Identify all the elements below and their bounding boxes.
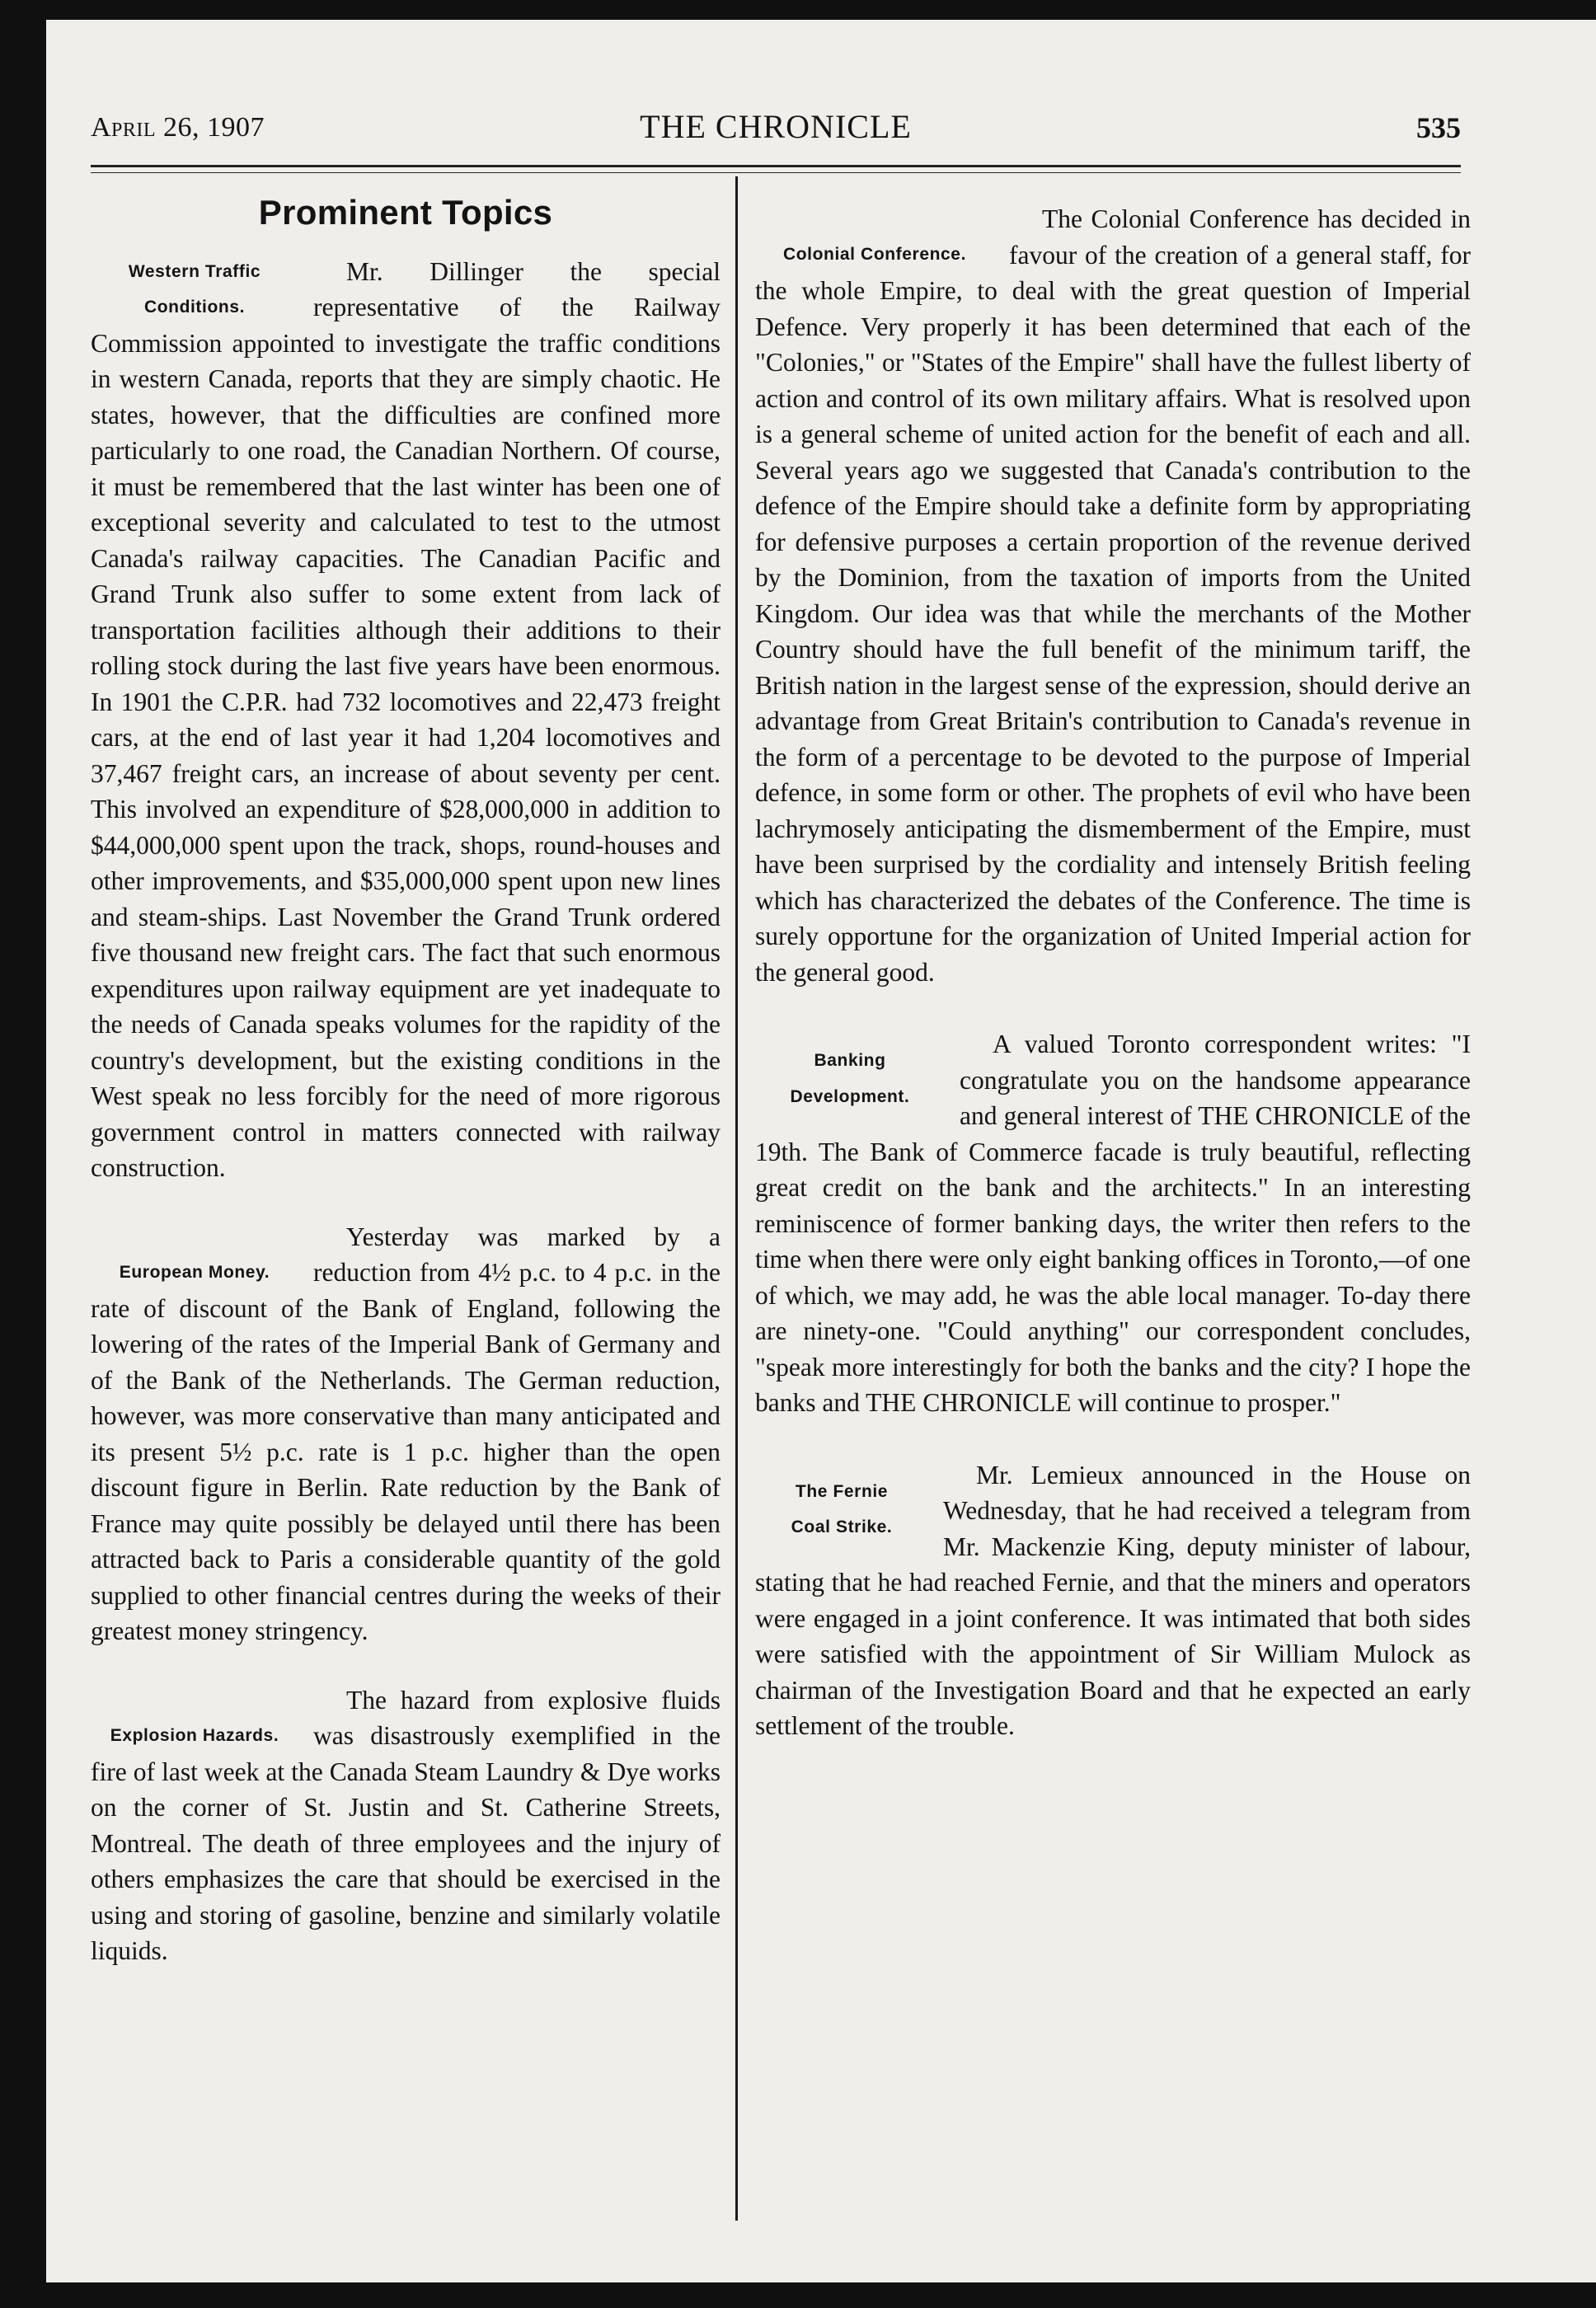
sidehead-line: Development. — [790, 1086, 910, 1106]
article-body: Mr. Lemieux announced in the House on Wednesday, that he had received a telegram from Mr. Mackenzie King, deputy minister of labour, stating that he had reached Fernie, and that the miners and operators were engaged in a joint conference. It was intimated that both sides were satisfied with the appointment of Sir William Mulock as chairman of the Investigation Board and that he expected an early settlement of the trouble. — [755, 1460, 1471, 1740]
article-body: The hazard from explosive fluids was disastrously exemplified in the fire of last week at the Canada Steam Laundry & Dye works on the corner of St. Justin and St. Catherine Streets, Montreal. The death of three employees and the injury of others emphasizes the care that should be exercised in the using and storing of gasoline, benzine and similarly volatile liquids. — [91, 1685, 721, 1965]
sidehead-line: Western Traffic — [128, 261, 261, 281]
article-colonial-conference — [755, 201, 1471, 990]
article-sidehead — [755, 1474, 928, 1546]
section-title: Prominent Topics — [258, 193, 553, 232]
journal-title: THE CHRONICLE — [640, 108, 912, 145]
sidehead-line: Coal Strike. — [791, 1518, 893, 1536]
sidehead-line: Banking — [814, 1051, 886, 1070]
right-column — [755, 185, 1471, 1776]
sidehead-line: The Fernie — [795, 1481, 889, 1501]
article-body: Yesterday was marked by a reduction from 4½ p.c. to 4 p.c. in the rate of discount of the Bank of England, following the lowering of the rates of the Imperial Bank of Germany and of the Bank of the Netherlands. The German reduction, however, was more conservative than many anticipated and its present 5½ p.c. rate is 1 p.c. higher than the open discount figure in Berlin. Rate reduction by the Bank of France may quite possibly be delayed until there has been attracted back to Paris a considerable quantity of the gold supplied to other financial centres during the weeks of their greatest money stringency. — [91, 1222, 721, 1645]
article-sidehead — [91, 1255, 298, 1291]
page-number: 535 — [1416, 111, 1461, 144]
article-european-money — [91, 1219, 721, 1649]
header-rule — [91, 165, 1461, 167]
article-body: A valued Toronto correspondent writes: "I congratulate you on the handsome appearance and general interest of THE CHRONICLE of the 19th. The Bank of Commerce facade is truly beautiful, reflecting great credit on the bank and the architects." In an interesting reminiscence of former banking days, the writer then refers to the time when there were only eight banking offices in Toronto,—of one of which, we may add, he was the able local manager. To-day there are ninety-one. "Could anything" our correspondent concludes, "speak more interestingly for both the banks and the city? I hope the banks and THE CHRONICLE will continue to prosper." — [755, 1030, 1471, 1417]
article-body: The Colonial Conference has decided in favour of the creation of a general staff, for the whole Empire, to deal with the great question of Imperial Defence. Very properly it has been determined that each of the "Colonies," or "States of the Empire" shall have the fullest liberty of action and control of its own military affairs. What is resolved upon is a general scheme of united action for the benefit of each and all. Several years ago we suggested that Canada's contribution to the defence of the Empire should take a definite form by appropriating for defensive purposes a certain proportion of the revenue derived by the Dominion, from the taxation of imports from the United Kingdom. Our idea was that while the merchants of the Mother Country should have the full benefit of the minimum tariff, the British nation in the largest sense of the expression, should derive an advantage from Great Britain's contribution to Canada's revenue in the form of a percentage to be devoted to the purpose of Imperial defence, in some form or other. The prophets of evil who have been lachrymosely anticipating the dismemberment of the Empire, must have been surprised by the cordiality and intensely British feeling which has characterized the debates of the Conference. The time is surely opportune for the organization of United Imperial action for the general good. — [755, 204, 1471, 987]
article-fernie-coal-strike — [755, 1457, 1471, 1744]
article-sidehead — [91, 1718, 298, 1754]
sidehead-line: European Money. — [119, 1262, 270, 1282]
article-banking-development — [755, 1026, 1471, 1421]
left-column — [91, 185, 721, 2001]
article-sidehead — [91, 254, 298, 326]
article-western-traffic — [91, 254, 721, 1186]
sidehead-line: Colonial Conference. — [782, 245, 967, 264]
article-body: Mr. Dillinger the special representative of the Railway Commission appointed to investigate the traffic conditions in western Canada, reports that they are simply chaotic. He states, however, that the difficulties are confined more particularly to one road, the Canadian Northern. Of course, it must be remembered that the last winter has been one of exceptional severity and calculated to test to the utmost Canada's railway capacities. The Canadian Pacific and Grand Trunk also suffer to some extent from lack of transportation facilities although their additions to their rolling stock during the last five years have been enormous. In 1901 the C.P.R. had 732 locomotives and 22,473 freight cars, at the end of last year it had 1,204 locomotives and 37,467 freight cars, an increase of about seventy per cent. This involved an expenditure of $28,000,000 in addition to $44,000,000 spent upon the track, shops, round-houses and other improvements, and $35,000,000 spent upon new lines and steam-ships. Last November the Grand Trunk ordered five thousand new freight cars. The fact that such enormous expenditures upon railway equipment are yet inadequate to the needs of Canada speaks volumes for the rapidity of the country's development, but the existing conditions in the West speak no less forcibly for the need of more rigorous government control in matters connected with railway construction. — [91, 256, 721, 1182]
article-explosion-hazards — [91, 1682, 721, 1969]
page-header — [91, 89, 1461, 155]
column-divider — [735, 176, 738, 2221]
sidehead-line: Conditions. — [143, 298, 246, 317]
header-rule-thin — [91, 172, 1461, 173]
article-sidehead — [755, 1043, 945, 1114]
issue-date: April 26, 1907 — [91, 112, 265, 143]
newspaper-page — [46, 20, 1596, 2282]
article-sidehead — [755, 237, 994, 273]
sidehead-line: Explosion Hazards. — [110, 1725, 279, 1745]
